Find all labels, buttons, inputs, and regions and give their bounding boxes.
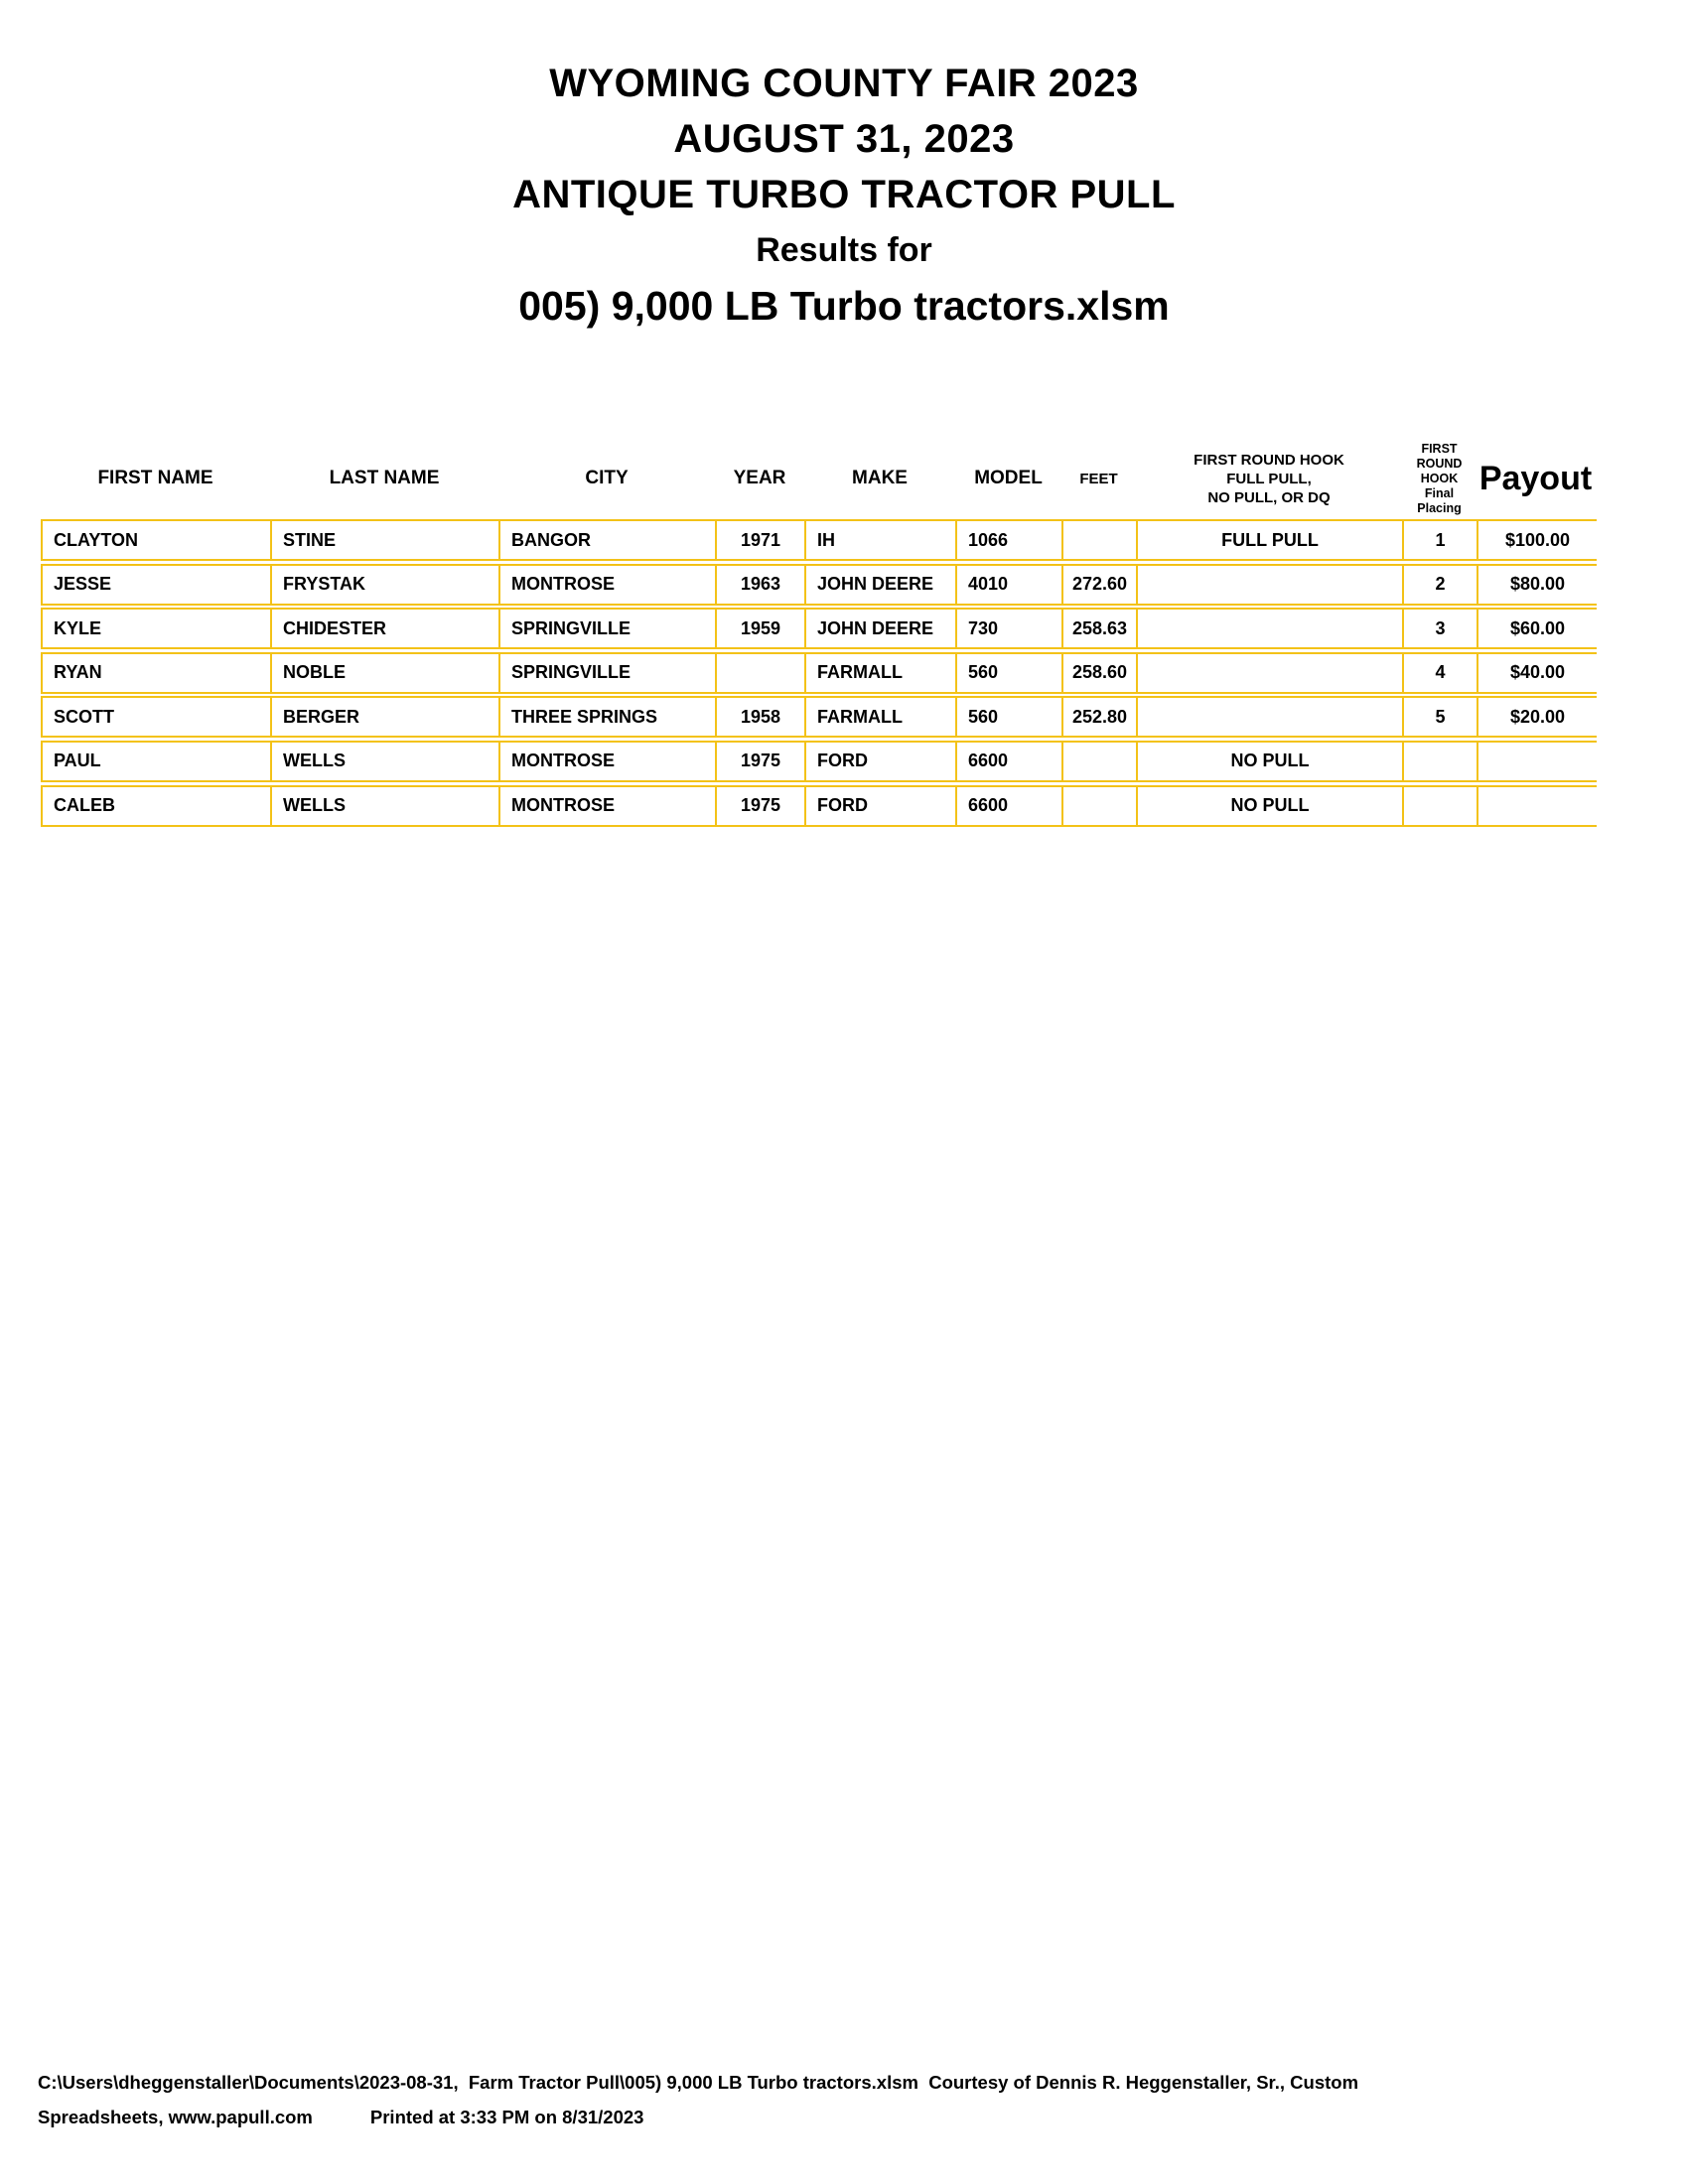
cell-make: JOHN DEERE (806, 566, 957, 604)
cell-year: 1971 (717, 521, 806, 559)
cell-model: 6600 (957, 787, 1063, 825)
cell-year: 1963 (717, 566, 806, 604)
cell-make: FARMALL (806, 698, 957, 736)
cell-first-name: JESSE (43, 566, 272, 604)
cell-model: 560 (957, 654, 1063, 692)
cell-make: FORD (806, 787, 957, 825)
cell-city: MONTROSE (500, 743, 717, 780)
cell-model: 4010 (957, 566, 1063, 604)
header-line: FIRST ROUND (1416, 441, 1463, 471)
header-city: CITY (585, 468, 629, 488)
cell-feet: 258.60 (1063, 654, 1138, 692)
cell-feet: 252.80 (1063, 698, 1138, 736)
header-last-name: LAST NAME (329, 468, 440, 488)
cell-model: 6600 (957, 743, 1063, 780)
cell-placing: 4 (1404, 654, 1478, 692)
cell-year: 1975 (717, 787, 806, 825)
footer-publisher-text: Spreadsheets, www.papull.com (38, 2107, 313, 2127)
cell-first-name: RYAN (43, 654, 272, 692)
cell-hook-result (1138, 654, 1404, 692)
cell-payout (1478, 787, 1597, 825)
header-payout: Payout (1478, 459, 1593, 497)
table-row (41, 785, 1597, 827)
header-feet: FEET (1079, 470, 1118, 487)
cell-city: SPRINGVILLE (500, 610, 717, 647)
cell-feet: 272.60 (1063, 566, 1138, 604)
cell-placing (1404, 743, 1478, 780)
cell-city: SPRINGVILLE (500, 654, 717, 692)
cell-hook-result (1138, 698, 1404, 736)
cell-first-name: PAUL (43, 743, 272, 780)
cell-year: 1958 (717, 698, 806, 736)
title-class-filename: 005) 9,000 LB Turbo tractors.xlsm (518, 283, 1170, 329)
results-table (41, 519, 1597, 829)
cell-last-name: NOBLE (272, 654, 500, 692)
header-first-name: FIRST NAME (97, 468, 213, 488)
cell-city: MONTROSE (500, 566, 717, 604)
header-line: Final Placing (1417, 485, 1462, 515)
cell-placing: 1 (1404, 521, 1478, 559)
cell-model: 730 (957, 610, 1063, 647)
cell-model: 1066 (957, 521, 1063, 559)
footer-printed-line (38, 2100, 1358, 2134)
cell-hook-result: NO PULL (1138, 743, 1404, 780)
table-header-row (41, 441, 1595, 516)
cell-last-name: WELLS (272, 787, 500, 825)
cell-placing (1404, 787, 1478, 825)
cell-hook-result: NO PULL (1138, 787, 1404, 825)
cell-hook-result (1138, 566, 1404, 604)
cell-payout (1478, 743, 1597, 780)
cell-payout: $60.00 (1509, 617, 1566, 638)
cell-hook-result: FULL PULL (1138, 521, 1404, 559)
cell-feet (1063, 787, 1138, 825)
cell-last-name: FRYSTAK (272, 566, 500, 604)
cell-city: MONTROSE (500, 787, 717, 825)
header-model: MODEL (974, 468, 1043, 488)
cell-placing: 2 (1404, 566, 1478, 604)
cell-last-name: CHIDESTER (272, 610, 500, 647)
cell-model: 560 (957, 698, 1063, 736)
cell-make: FORD (806, 743, 957, 780)
header-placing (1402, 441, 1477, 516)
cell-make: IH (806, 521, 957, 559)
cell-last-name: STINE (272, 521, 500, 559)
cell-first-name: CLAYTON (43, 521, 272, 559)
cell-year: 1975 (717, 743, 806, 780)
header-line: HOOK (1420, 471, 1459, 485)
table-row (41, 696, 1597, 738)
cell-payout: $80.00 (1509, 574, 1566, 595)
title-event-date: AUGUST 31, 2023 (673, 117, 1015, 161)
cell-city: BANGOR (500, 521, 717, 559)
page-footer (38, 2065, 1358, 2134)
title-event-name: WYOMING COUNTY FAIR 2023 (549, 62, 1139, 105)
header-line: FIRST ROUND HOOK (1194, 451, 1344, 469)
title-event-type: ANTIQUE TURBO TRACTOR PULL (512, 173, 1176, 216)
cell-payout: $40.00 (1509, 662, 1566, 683)
cell-make: FARMALL (806, 654, 957, 692)
cell-first-name: SCOTT (43, 698, 272, 736)
footer-file-path-line: C:\Users\dheggenstaller\Documents\2023-08-31, Farm Tractor Pull\005) 9,000 LB Turbo tractors.xlsm Courtesy of Dennis R. Heggenstaller, Sr., Custom (38, 2072, 1359, 2093)
cell-placing: 3 (1404, 610, 1478, 647)
cell-last-name: BERGER (272, 698, 500, 736)
cell-feet: 258.63 (1063, 610, 1138, 647)
cell-payout: $100.00 (1504, 529, 1571, 550)
report-title-block (0, 56, 1688, 334)
cell-feet (1063, 743, 1138, 780)
header-line: FULL PULL, (1226, 470, 1312, 487)
table-row (41, 564, 1597, 606)
header-year: YEAR (733, 468, 786, 488)
cell-first-name: KYLE (43, 610, 272, 647)
table-row (41, 741, 1597, 782)
cell-payout: $20.00 (1509, 706, 1566, 727)
footer-printed-timestamp: Printed at 3:33 PM on 8/31/2023 (369, 2107, 644, 2127)
header-hook-result (1136, 441, 1402, 516)
title-results-for: Results for (756, 231, 932, 269)
cell-hook-result (1138, 610, 1404, 647)
cell-year: 1959 (717, 610, 806, 647)
cell-make: JOHN DEERE (806, 610, 957, 647)
table-row (41, 519, 1597, 561)
table-row (41, 608, 1597, 649)
cell-feet (1063, 521, 1138, 559)
cell-year (717, 654, 806, 692)
cell-first-name: CALEB (43, 787, 272, 825)
cell-city: THREE SPRINGS (500, 698, 717, 736)
header-make: MAKE (852, 468, 908, 488)
header-line: NO PULL, OR DQ (1207, 488, 1331, 506)
cell-placing: 5 (1404, 698, 1478, 736)
table-row (41, 652, 1597, 694)
cell-last-name: WELLS (272, 743, 500, 780)
